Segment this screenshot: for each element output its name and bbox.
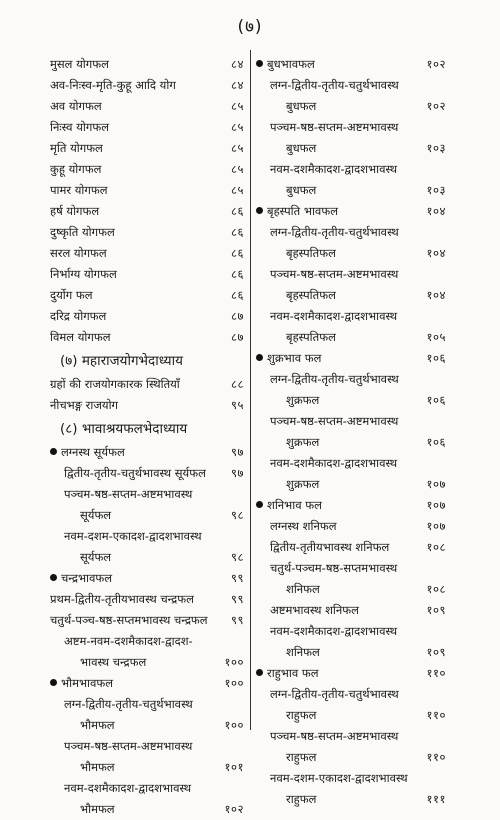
toc-entry-title: पञ्चम-षष्ठ-सप्तम-अष्टमभावस्थ — [270, 729, 399, 743]
toc-entry — [256, 621, 446, 642]
toc-entry-page: १०३ — [426, 141, 446, 155]
toc-entry-page: ८५ — [231, 183, 244, 197]
toc-entry-title: अष्टम-नवम-दशमैकादश-द्वादश- — [64, 634, 193, 648]
toc-entry-title: पञ्चम-षष्ठ-सप्तम-अष्टमभावस्थ — [270, 267, 399, 281]
toc-entry-title: निर्भाग्य योगफल — [50, 267, 117, 281]
toc-left-column — [50, 54, 244, 820]
toc-entry — [50, 306, 244, 327]
toc-entry — [50, 610, 244, 631]
toc-entry — [50, 631, 244, 652]
bullet-icon — [50, 679, 57, 686]
toc-entry — [256, 243, 446, 264]
toc-entry-page: ११० — [426, 666, 446, 680]
toc-entry — [50, 505, 244, 526]
toc-entry — [256, 96, 446, 117]
toc-entry-page: १०२ — [426, 99, 446, 113]
page-number: (७) — [237, 17, 263, 37]
toc-entry-title: राहुफल — [286, 792, 317, 806]
toc-entry — [256, 432, 446, 453]
bullet-icon — [256, 60, 263, 67]
toc-entry-page: १०० — [224, 718, 244, 732]
toc-entry-page: ८६ — [231, 225, 244, 239]
toc-entry — [50, 484, 244, 505]
toc-entry-title: नीचभङ्ग राजयोग — [50, 398, 119, 412]
toc-entry-title: शनिफल — [286, 645, 320, 659]
toc-entry-title: नवम-दशम-एकादश-द्वादशभावस्थ — [64, 529, 202, 543]
toc-entry — [256, 726, 446, 747]
toc-entry-title: लग्नस्थ शनिफल — [270, 519, 337, 533]
toc-entry — [50, 673, 244, 694]
toc-entry — [50, 568, 244, 589]
toc-entry-title: लग्न-द्वितीय-तृतीय-चतुर्थभावस्थ — [270, 372, 399, 386]
toc-entry-page: ८४ — [231, 57, 244, 71]
toc-entry-page: १०४ — [426, 204, 446, 218]
toc-entry — [50, 395, 244, 416]
toc-entry-title: अव-निःस्व-मृति-कुहू आदि योग — [50, 78, 176, 92]
toc-entry-title: भौमफल — [80, 718, 115, 732]
toc-entry — [50, 694, 244, 715]
toc-entry-title: सरल योगफल — [50, 246, 107, 260]
toc-entry-page: १०९ — [426, 645, 446, 659]
toc-entry-title: बुधफल — [286, 141, 317, 155]
toc-entry-page: ११० — [426, 750, 446, 764]
toc-entry-title: शनिफल — [286, 582, 320, 596]
toc-entry-title: शनिभाव फल — [267, 498, 322, 512]
toc-entry-page: १०० — [224, 676, 244, 690]
toc-entry-title: ग्रहों की राजयोगकारक स्थितियाँ — [50, 377, 180, 391]
toc-entry-page: ८५ — [231, 120, 244, 134]
toc-entry — [50, 757, 244, 778]
toc-entry — [50, 243, 244, 264]
toc-entry-title: नवम-दशम-एकादश-द्वादशभावस्थ — [270, 771, 408, 785]
toc-entry-title: हर्ष योगफल — [50, 204, 100, 218]
toc-entry — [50, 652, 244, 673]
toc-entry-page: १०७ — [426, 498, 446, 512]
toc-entry-title: द्वितीय-तृतीयभावस्थ शनिफल — [270, 540, 390, 554]
toc-entry — [256, 495, 446, 516]
toc-entry — [256, 537, 446, 558]
toc-entry — [256, 285, 446, 306]
toc-entry-title: राहुभाव फल — [267, 666, 319, 680]
toc-entry-page: १०५ — [426, 330, 446, 344]
toc-entry — [256, 138, 446, 159]
toc-entry-title: नवम-दशमैकादश-द्वादशभावस्थ — [64, 781, 192, 795]
toc-entry — [50, 799, 244, 820]
toc-entry-page: ८७ — [231, 309, 244, 323]
toc-entry — [50, 54, 244, 75]
toc-entry-title: नवम-दशमैकादश-द्वादशभावस्थ — [270, 162, 398, 176]
toc-entry — [50, 201, 244, 222]
toc-entry-page: ९७ — [231, 466, 244, 480]
toc-entry-title: नवम-दशमैकादश-द्वादशभावस्थ — [270, 624, 398, 638]
toc-entry-page: १०२ — [224, 802, 244, 816]
toc-entry — [256, 579, 446, 600]
toc-entry — [256, 684, 446, 705]
toc-entry — [50, 526, 244, 547]
toc-entry-title: अष्टमभावस्थ शनिफल — [270, 603, 359, 617]
toc-entry — [256, 264, 446, 285]
toc-entry-title: सूर्यफल — [80, 508, 112, 522]
toc-entry-page: १०१ — [224, 760, 244, 774]
toc-entry — [256, 390, 446, 411]
toc-entry — [256, 327, 446, 348]
toc-entry-page: १०६ — [426, 435, 446, 449]
toc-entry-page: ८७ — [231, 330, 244, 344]
toc-entry-page: ९८ — [231, 508, 244, 522]
toc-entry-page: ९९ — [231, 592, 244, 606]
toc-entry-page: १११ — [426, 792, 446, 806]
toc-entry-page: ८४ — [231, 78, 244, 92]
toc-entry-title: भौमभावफल — [61, 676, 114, 690]
toc-entry-title: शुक्रफल — [286, 477, 320, 491]
toc-entry-title: पञ्चम-षष्ठ-सप्तम-अष्टमभावस्थ — [270, 414, 399, 428]
toc-entry-page: १०६ — [426, 351, 446, 365]
toc-entry-title: विमल योगफल — [50, 330, 111, 344]
toc-entry — [256, 747, 446, 768]
toc-entry-title: प्रथम-द्वितीय-तृतीयभावस्थ चन्द्रफल — [50, 592, 194, 606]
toc-entry-title: कुहू योगफल — [50, 162, 102, 176]
toc-entry-title: दरिद्र योगफल — [50, 309, 107, 323]
toc-entry-page: ८६ — [231, 246, 244, 260]
toc-entry — [256, 348, 446, 369]
toc-entry-title: पामर योगफल — [50, 183, 108, 197]
toc-entry — [256, 453, 446, 474]
toc-entry — [256, 117, 446, 138]
toc-entry-title: भौमफल — [80, 802, 115, 816]
toc-entry — [50, 75, 244, 96]
section-heading — [50, 416, 244, 442]
toc-entry-page: १०७ — [426, 477, 446, 491]
toc-entry-page: ८८ — [231, 377, 244, 391]
toc-entry-title: नवम-दशमैकादश-द्वादशभावस्थ — [270, 309, 398, 323]
toc-entry-page: १०४ — [426, 246, 446, 260]
toc-entry-page: ८५ — [231, 141, 244, 155]
bullet-icon — [256, 501, 263, 508]
toc-entry-page: ११० — [426, 708, 446, 722]
toc-entry — [50, 442, 244, 463]
toc-entry — [256, 159, 446, 180]
toc-entry — [256, 516, 446, 537]
toc-entry — [256, 474, 446, 495]
toc-entry-title: निःस्व योगफल — [50, 120, 109, 134]
toc-entry-page: ८६ — [231, 288, 244, 302]
toc-entry-page: ९८ — [231, 550, 244, 564]
toc-entry — [50, 589, 244, 610]
toc-entry-page: ९७ — [231, 445, 244, 459]
toc-entry — [50, 463, 244, 484]
toc-entry-title: अव योगफल — [50, 99, 102, 113]
toc-entry — [256, 75, 446, 96]
toc-entry-title: लग्न-द्वितीय-तृतीय-चतुर्थभावस्थ — [270, 687, 399, 701]
toc-entry — [256, 663, 446, 684]
bullet-icon — [256, 669, 263, 676]
toc-entry-page: १०६ — [426, 393, 446, 407]
toc-entry-page: १०८ — [426, 582, 446, 596]
toc-entry-title: नवम-दशमैकादश-द्वादशभावस्थ — [270, 456, 398, 470]
toc-entry — [256, 600, 446, 621]
toc-entry-title: मुसल योगफल — [50, 57, 109, 71]
toc-entry-page: ९५ — [231, 398, 244, 412]
toc-entry-title: शुक्रभाव फल — [267, 351, 322, 365]
toc-entry — [50, 138, 244, 159]
toc-entry-title: बृहस्पतिफल — [286, 246, 336, 260]
toc-entry — [256, 369, 446, 390]
toc-entry-title: बृहस्पतिफल — [286, 288, 336, 302]
toc-entry — [50, 222, 244, 243]
toc-entry-title: लग्न-द्वितीय-तृतीय-चतुर्थभावस्थ — [270, 225, 399, 239]
toc-entry — [50, 327, 244, 348]
toc-entry — [256, 201, 446, 222]
toc-entry — [256, 789, 446, 810]
toc-entry-page: १०७ — [426, 519, 446, 533]
toc-entry — [50, 736, 244, 757]
bullet-icon — [50, 448, 57, 455]
toc-entry-title: बृहस्पतिफल — [286, 330, 336, 344]
toc-entry-title: द्वितीय-तृतीय-चतुर्थभावस्थ सूर्यफल — [64, 466, 206, 480]
toc-entry — [256, 54, 446, 75]
toc-entry-title: दुष्कृति योगफल — [50, 225, 115, 239]
toc-entry-title: शुक्रफल — [286, 435, 320, 449]
toc-entry-page: १०९ — [426, 603, 446, 617]
section-heading-text: (८) भावाश्रयफलभेदाध्याय — [60, 421, 188, 437]
toc-entry — [50, 374, 244, 395]
toc-entry-page: १०२ — [426, 57, 446, 71]
toc-entry-title: पञ्चम-षष्ठ-सप्तम-अष्टमभावस्थ — [270, 120, 399, 134]
toc-entry — [50, 159, 244, 180]
toc-entry — [256, 642, 446, 663]
toc-entry — [50, 117, 244, 138]
toc-entry-title: राहुफल — [286, 708, 317, 722]
toc-entry — [50, 180, 244, 201]
toc-entry-title: लग्नस्थ सूर्यफल — [61, 445, 125, 459]
toc-entry-title: पञ्चम-षष्ठ-सप्तम-अष्टमभावस्थ — [64, 487, 193, 501]
toc-entry-title: बुधभावफल — [267, 57, 315, 71]
toc-entry — [50, 547, 244, 568]
toc-entry-title: चतुर्थ-पञ्च-षष्ठ-सप्तमभावस्थ चन्द्रफल — [50, 613, 208, 627]
bullet-icon — [256, 207, 263, 214]
column-divider — [250, 50, 251, 730]
toc-entry-page: १०४ — [426, 288, 446, 302]
toc-right-column — [256, 54, 446, 810]
toc-entry-page: १०८ — [426, 540, 446, 554]
toc-entry-title: लग्न-द्वितीय-तृतीय-चतुर्थभावस्थ — [270, 78, 399, 92]
toc-entry — [256, 768, 446, 789]
toc-entry-title: भावस्थ चन्द्रफल — [80, 655, 147, 669]
toc-entry-title: चतुर्थ-पञ्चम-षष्ठ-सप्तमभावस्थ — [270, 561, 398, 575]
toc-entry-title: भौमफल — [80, 760, 115, 774]
toc-entry — [50, 715, 244, 736]
toc-entry-title: चन्द्रभावफल — [61, 571, 113, 585]
toc-entry-page: ८६ — [231, 204, 244, 218]
toc-entry — [256, 411, 446, 432]
toc-entry — [50, 96, 244, 117]
toc-entry-title: राहुफल — [286, 750, 317, 764]
toc-entry — [256, 180, 446, 201]
toc-entry — [50, 285, 244, 306]
section-heading-text: (७) महाराजयोगभेदाध्याय — [60, 353, 183, 369]
toc-entry — [256, 558, 446, 579]
toc-entry-title: बुधफल — [286, 183, 317, 197]
bullet-icon — [50, 574, 57, 581]
bullet-icon — [256, 354, 263, 361]
toc-entry — [256, 705, 446, 726]
toc-entry-title: मृति योगफल — [50, 141, 103, 155]
toc-entry-page: ८५ — [231, 99, 244, 113]
toc-entry-title: बृहस्पति भावफल — [267, 204, 338, 218]
toc-entry-page: १०३ — [426, 183, 446, 197]
toc-entry-title: दुर्योग फल — [50, 288, 93, 302]
toc-entry-title: शुक्रफल — [286, 393, 320, 407]
toc-entry — [256, 222, 446, 243]
toc-entry-title: सूर्यफल — [80, 550, 112, 564]
section-heading — [50, 348, 244, 374]
toc-entry-page: १०० — [224, 655, 244, 669]
toc-entry — [50, 264, 244, 285]
toc-entry-page: ८६ — [231, 267, 244, 281]
toc-entry-page: ९९ — [231, 571, 244, 585]
toc-entry-page: ८५ — [231, 162, 244, 176]
toc-entry — [256, 306, 446, 327]
toc-entry-page: ९९ — [231, 613, 244, 627]
toc-entry — [50, 778, 244, 799]
toc-entry-title: पञ्चम-षष्ठ-सप्तम-अष्टमभावस्थ — [64, 739, 193, 753]
toc-entry-title: बुधफल — [286, 99, 317, 113]
toc-entry-title: लग्न-द्वितीय-तृतीय-चतुर्थभावस्थ — [64, 697, 193, 711]
